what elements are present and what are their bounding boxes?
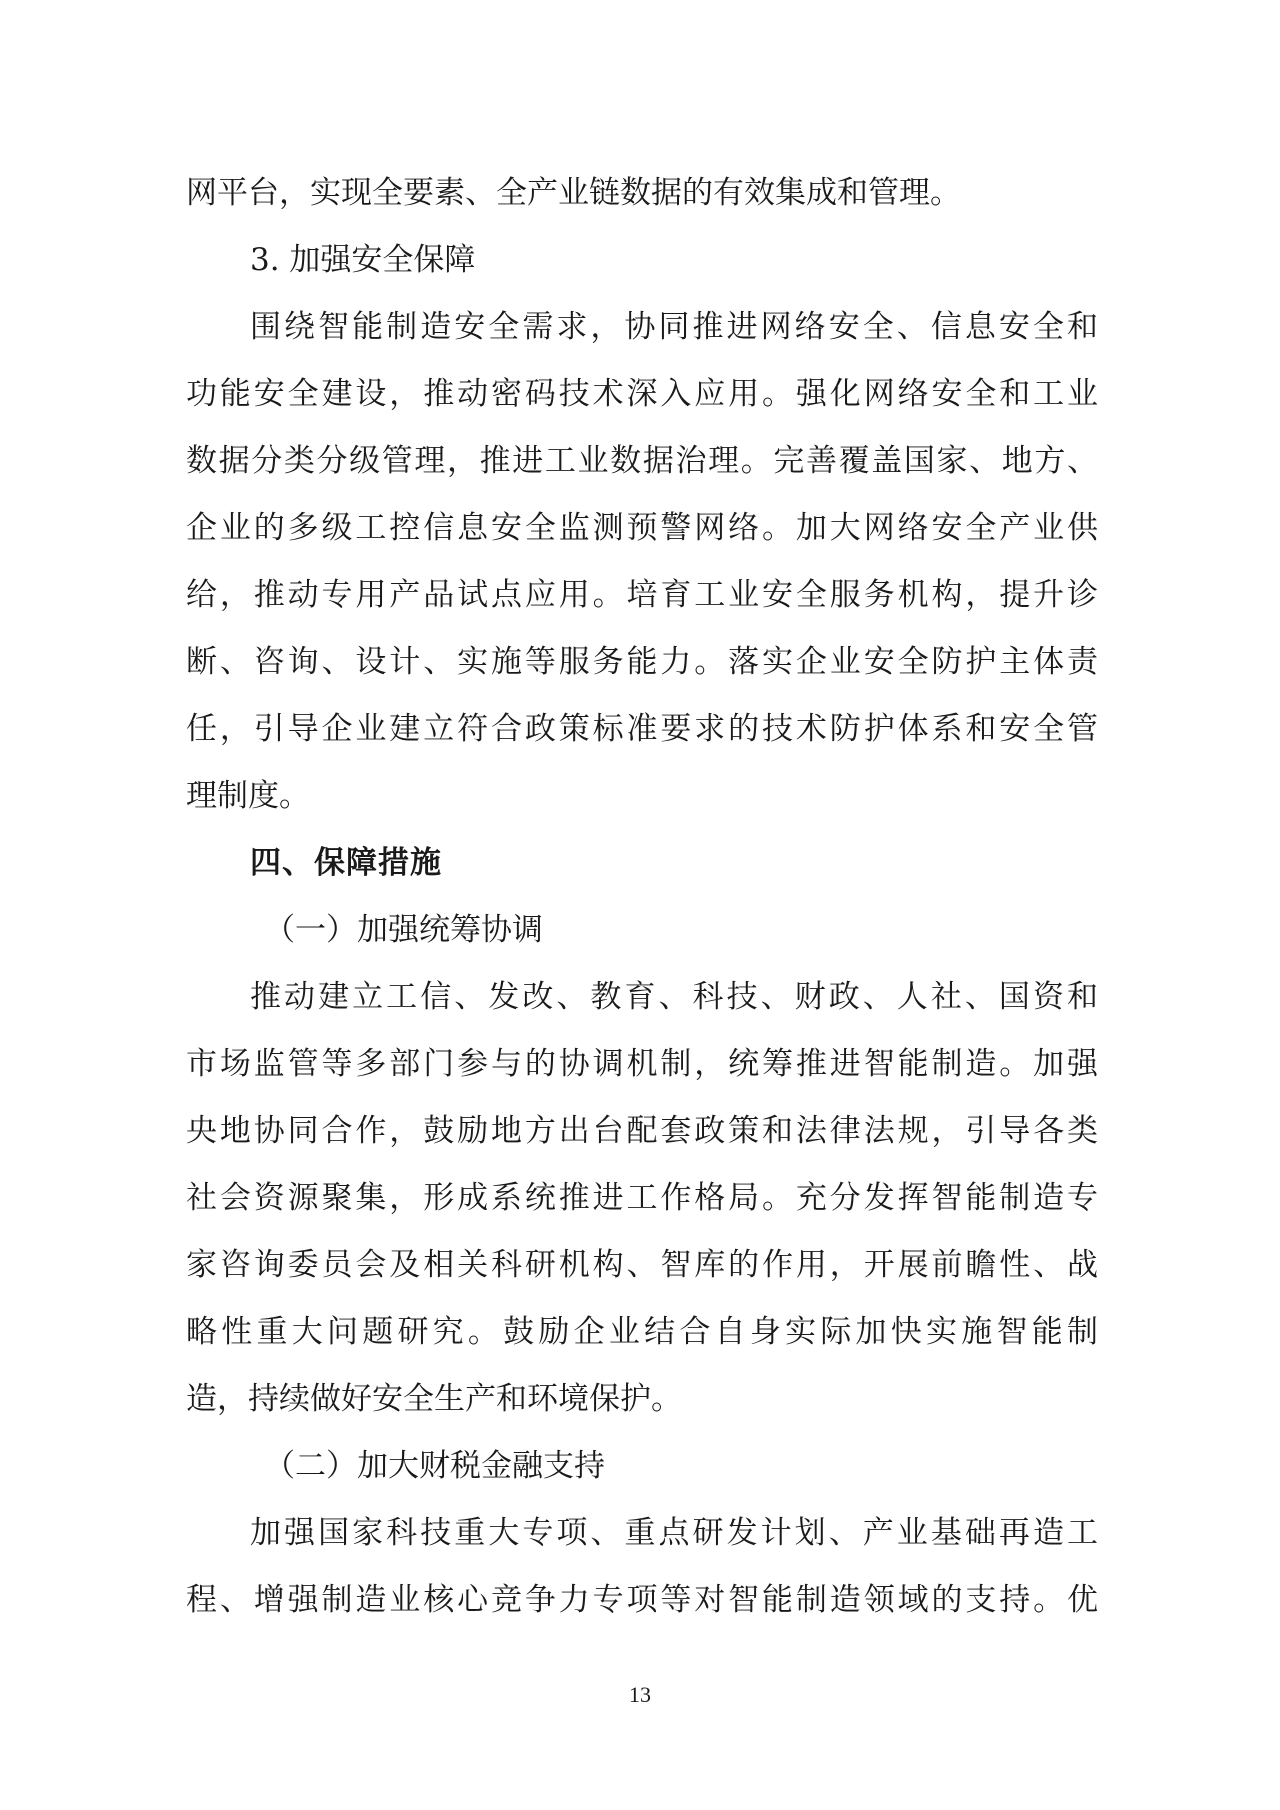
paragraph-line: 企业的多级工控信息安全监测预警网络。加大网络安全产业供 — [186, 510, 1098, 546]
subsection-title-coordination: （一）加强统筹协调 — [264, 912, 543, 948]
section-heading-safeguards: 四、保障措施 — [250, 845, 442, 881]
paragraph-line: 断、咨询、设计、实施等服务能力。落实企业安全防护主体责 — [186, 644, 1098, 680]
page-body — [186, 160, 1098, 1634]
paragraph-line: 家咨询委员会及相关科研机构、智库的作用，开展前瞻性、战 — [186, 1247, 1098, 1283]
paragraph-line: 程、增强制造业核心竞争力专项等对智能制造领域的支持。优 — [186, 1582, 1098, 1618]
paragraph-line: 略性重大问题研究。鼓励企业结合自身实际加快实施智能制 — [186, 1314, 1098, 1350]
subsection-title-finance: （二）加大财税金融支持 — [264, 1448, 605, 1484]
page-number: 13 — [629, 1682, 651, 1707]
paragraph-line: 市场监管等多部门参与的协调机制，统筹推进智能制造。加强 — [186, 1046, 1098, 1082]
paragraph-line: 造，持续做好安全生产和环境保护。 — [186, 1381, 682, 1417]
paragraph-line: 功能安全建设，推动密码技术深入应用。强化网络安全和工业 — [186, 376, 1098, 412]
paragraph-line: 推动建立工信、发改、教育、科技、财政、人社、国资和 — [250, 979, 1098, 1015]
paragraph-line: 给，推动专用产品试点应用。培育工业安全服务机构，提升诊 — [186, 577, 1098, 613]
paragraph-line: 任，引导企业建立符合政策标准要求的技术防护体系和安全管 — [186, 711, 1098, 747]
paragraph-line: 数据分类分级管理，推进工业数据治理。完善覆盖国家、地方、 — [186, 443, 1098, 479]
paragraph-line: 央地协同合作，鼓励地方出台配套政策和法律法规，引导各类 — [186, 1113, 1098, 1149]
paragraph-line: 社会资源聚集，形成系统推进工作格局。充分发挥智能制造专 — [186, 1180, 1098, 1216]
paragraph-line: 理制度。 — [186, 778, 310, 814]
paragraph-line: 加强国家科技重大专项、重点研发计划、产业基础再造工 — [250, 1515, 1098, 1551]
subsection-title-security: 3. 加强安全保障 — [250, 242, 476, 278]
paragraph-line: 网平台，实现全要素、全产业链数据的有效集成和管理。 — [186, 175, 961, 211]
paragraph-line: 围绕智能制造安全需求，协同推进网络安全、信息安全和 — [250, 309, 1098, 345]
